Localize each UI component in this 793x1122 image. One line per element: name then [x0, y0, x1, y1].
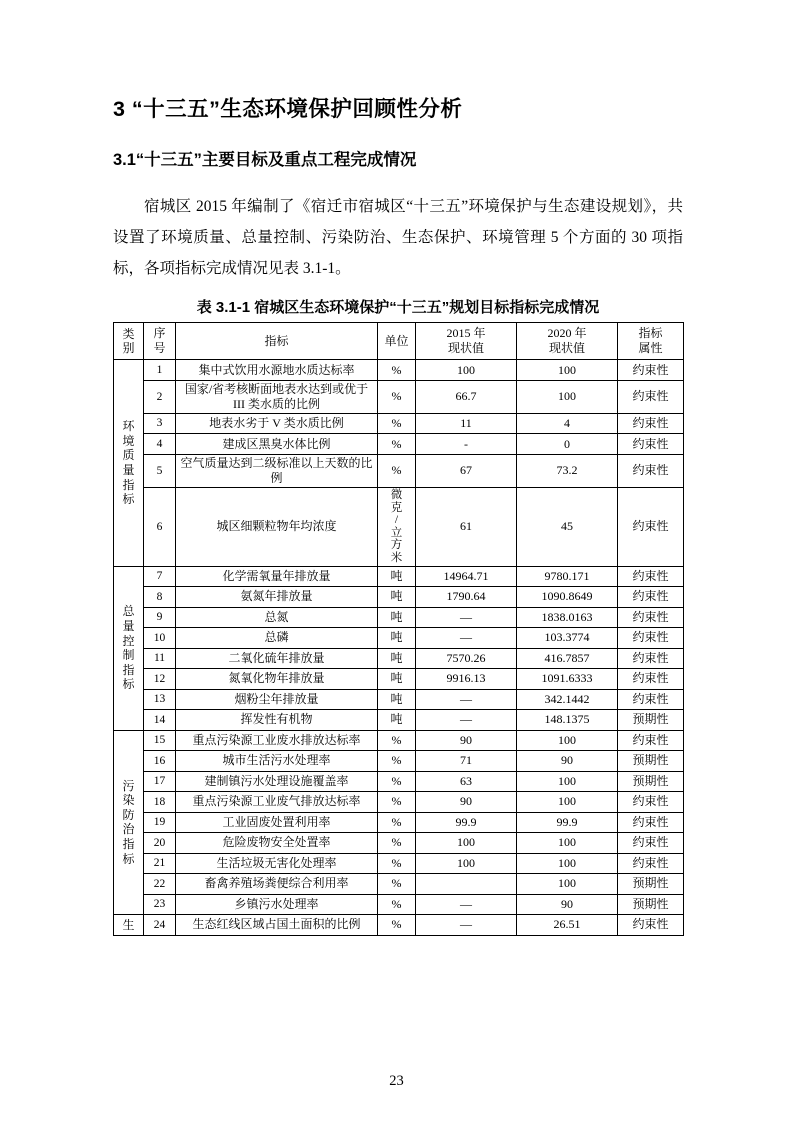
table-cell-unit: %	[378, 874, 416, 895]
table-caption: 表 3.1-1 宿城区生态环境保护“十三五”规划目标指标完成情况	[196, 299, 600, 317]
table-cell-name: 建制镇污水处理设施覆盖率	[176, 771, 378, 792]
table-cell-value-2020: 100	[517, 874, 618, 895]
table-row	[114, 360, 684, 381]
table-cell-index: 1	[144, 360, 176, 381]
table-cell-value-2020: 99.9	[517, 812, 618, 833]
section-heading: 3.1“十三五”主要目标及重点工程完成情况	[113, 150, 417, 169]
table-cell-unit: %	[378, 915, 416, 936]
table-cell-attribute: 约束性	[618, 730, 684, 751]
table-cell-value-2020: 100	[517, 730, 618, 751]
table-row	[114, 669, 684, 690]
table-cell-attribute: 约束性	[618, 628, 684, 649]
table-row	[114, 607, 684, 628]
table-cell-attribute: 约束性	[618, 607, 684, 628]
table-cell-unit: %	[378, 853, 416, 874]
table-cell-name: 化学需氧量年排放量	[176, 566, 378, 587]
table-cell-attribute: 约束性	[618, 360, 684, 381]
table-cell-index: 15	[144, 730, 176, 751]
table-cell-attribute: 约束性	[618, 689, 684, 710]
table-cell-unit: 吨	[378, 566, 416, 587]
table-row	[114, 874, 684, 895]
table-cell-attribute: 约束性	[618, 915, 684, 936]
table-row	[114, 915, 684, 936]
body-paragraph: 宿城区 2015 年编制了《宿迁市宿城区“十三五”环境保护与生态建设规划》，共设置了环境质量、总量控制、污染防治、生态保护、环境管理 5 个方面的 30 项指标，各项指标完成情况见表 3.1-1。	[113, 198, 683, 278]
table-cell-unit: %	[378, 730, 416, 751]
table-cell-name: 生态红线区域占国土面积的比例	[176, 915, 378, 936]
table-cell-value-2015: —	[416, 628, 517, 649]
table-cell-index: 5	[144, 454, 176, 487]
table-cell-value-2015	[416, 874, 517, 895]
table-row	[114, 587, 684, 608]
table-cell-index: 6	[144, 487, 176, 566]
table-cell-name: 城市生活污水处理率	[176, 751, 378, 772]
table-cell-value-2020: 26.51	[517, 915, 618, 936]
table-row	[114, 751, 684, 772]
table-cell-value-2020: 90	[517, 751, 618, 772]
table-cell-value-2015: 7570.26	[416, 648, 517, 669]
table-row	[114, 689, 684, 710]
table-cell-name: 总氮	[176, 607, 378, 628]
table-cell-index: 17	[144, 771, 176, 792]
table-cell-value-2015: 71	[416, 751, 517, 772]
header-unit: 单位	[378, 323, 416, 360]
table-cell-name: 空气质量达到二级标准以上天数的比例	[176, 454, 378, 487]
table-cell-name: 工业固废处置利用率	[176, 812, 378, 833]
page-title: 3 “十三五”生态环境保护回顾性分析	[113, 97, 463, 121]
header-attribute: 指标 属性	[618, 323, 684, 360]
table-row	[114, 730, 684, 751]
table-cell-unit: 微 克 / 立 方 米	[378, 487, 416, 566]
table-cell-attribute: 约束性	[618, 833, 684, 854]
header-value-2015: 2015 年 现状值	[416, 323, 517, 360]
table-row	[114, 380, 684, 413]
table-cell-category: 环 境 质 量 指 标	[114, 360, 144, 566]
table-cell-value-2015: 9916.13	[416, 669, 517, 690]
table-cell-unit: 吨	[378, 648, 416, 669]
table-cell-attribute: 预期性	[618, 710, 684, 731]
table-cell-value-2020: 4	[517, 413, 618, 434]
table-cell-value-2020: 0	[517, 434, 618, 455]
table-cell-index: 13	[144, 689, 176, 710]
table-cell-attribute: 约束性	[618, 487, 684, 566]
table-cell-value-2020: 100	[517, 360, 618, 381]
table-cell-value-2020: 1838.0163	[517, 607, 618, 628]
table-cell-value-2015: 67	[416, 454, 517, 487]
page-content	[113, 96, 683, 936]
table-cell-value-2015: —	[416, 689, 517, 710]
table-cell-unit: 吨	[378, 587, 416, 608]
indicator-table	[113, 322, 684, 935]
table-cell-attribute: 预期性	[618, 894, 684, 915]
table-cell-name: 乡镇污水处理率	[176, 894, 378, 915]
table-cell-value-2015: 1790.64	[416, 587, 517, 608]
table-row	[114, 454, 684, 487]
table-row	[114, 771, 684, 792]
table-cell-category: 总 量 控 制 指 标	[114, 566, 144, 730]
table-cell-value-2020: 416.7857	[517, 648, 618, 669]
table-cell-attribute: 预期性	[618, 771, 684, 792]
table-cell-value-2015: 11	[416, 413, 517, 434]
table-cell-name: 重点污染源工业废水排放达标率	[176, 730, 378, 751]
table-cell-value-2020: 100	[517, 792, 618, 813]
table-cell-unit: %	[378, 360, 416, 381]
table-cell-value-2015: 90	[416, 730, 517, 751]
table-cell-name: 危险废物安全处置率	[176, 833, 378, 854]
table-cell-attribute: 约束性	[618, 812, 684, 833]
table-cell-attribute: 约束性	[618, 434, 684, 455]
table-cell-index: 3	[144, 413, 176, 434]
table-cell-value-2020: 45	[517, 487, 618, 566]
table-cell-value-2020: 148.1375	[517, 710, 618, 731]
table-cell-index: 23	[144, 894, 176, 915]
table-cell-value-2015: 100	[416, 853, 517, 874]
table-cell-attribute: 约束性	[618, 454, 684, 487]
table-cell-name: 生活垃圾无害化处理率	[176, 853, 378, 874]
table-cell-value-2015: —	[416, 915, 517, 936]
table-cell-unit: %	[378, 454, 416, 487]
table-cell-index: 20	[144, 833, 176, 854]
table-cell-unit: %	[378, 434, 416, 455]
table-cell-name: 城区细颗粒物年均浓度	[176, 487, 378, 566]
table-cell-value-2015: 100	[416, 833, 517, 854]
table-cell-name: 集中式饮用水源地水质达标率	[176, 360, 378, 381]
table-cell-value-2015: 99.9	[416, 812, 517, 833]
table-cell-index: 12	[144, 669, 176, 690]
table-cell-attribute: 约束性	[618, 566, 684, 587]
table-cell-attribute: 约束性	[618, 587, 684, 608]
table-cell-unit: 吨	[378, 628, 416, 649]
table-cell-attribute: 约束性	[618, 648, 684, 669]
header-category: 类 别	[114, 323, 144, 360]
table-cell-index: 24	[144, 915, 176, 936]
table-cell-attribute: 预期性	[618, 751, 684, 772]
header-name: 指标	[176, 323, 378, 360]
table-row	[114, 792, 684, 813]
table-cell-attribute: 约束性	[618, 413, 684, 434]
table-cell-index: 19	[144, 812, 176, 833]
table-cell-name: 建成区黑臭水体比例	[176, 434, 378, 455]
table-cell-value-2015: 66.7	[416, 380, 517, 413]
table-row	[114, 853, 684, 874]
table-cell-index: 18	[144, 792, 176, 813]
table-cell-unit: %	[378, 792, 416, 813]
table-cell-value-2020: 342.1442	[517, 689, 618, 710]
table-row	[114, 413, 684, 434]
table-row	[114, 894, 684, 915]
table-cell-value-2020: 103.3774	[517, 628, 618, 649]
table-cell-name: 总磷	[176, 628, 378, 649]
table-cell-unit: 吨	[378, 710, 416, 731]
table-cell-value-2020: 100	[517, 380, 618, 413]
table-cell-unit: %	[378, 380, 416, 413]
table-cell-attribute: 约束性	[618, 669, 684, 690]
table-cell-index: 2	[144, 380, 176, 413]
table-cell-attribute: 约束性	[618, 853, 684, 874]
page-number: 23	[389, 1073, 404, 1089]
table-cell-index: 16	[144, 751, 176, 772]
table-cell-name: 烟粉尘年排放量	[176, 689, 378, 710]
table-cell-name: 氨氮年排放量	[176, 587, 378, 608]
table-cell-unit: %	[378, 812, 416, 833]
table-cell-value-2015: 63	[416, 771, 517, 792]
table-row	[114, 566, 684, 587]
table-cell-index: 8	[144, 587, 176, 608]
table-cell-value-2015: —	[416, 710, 517, 731]
table-cell-unit: 吨	[378, 607, 416, 628]
table-cell-unit: 吨	[378, 689, 416, 710]
table-cell-value-2015: 90	[416, 792, 517, 813]
table-cell-unit: %	[378, 771, 416, 792]
table-cell-name: 国家/省考核断面地表水达到或优于 III 类水质的比例	[176, 380, 378, 413]
table-cell-value-2020: 73.2	[517, 454, 618, 487]
table-cell-value-2020: 1091.6333	[517, 669, 618, 690]
table-cell-value-2020: 100	[517, 771, 618, 792]
table-row	[114, 648, 684, 669]
table-cell-unit: %	[378, 413, 416, 434]
table-cell-unit: %	[378, 833, 416, 854]
table-cell-value-2020: 1090.8649	[517, 587, 618, 608]
header-index: 序 号	[144, 323, 176, 360]
table-cell-index: 11	[144, 648, 176, 669]
table-row	[114, 434, 684, 455]
table-cell-index: 14	[144, 710, 176, 731]
table-cell-value-2015: —	[416, 894, 517, 915]
table-cell-value-2015: —	[416, 607, 517, 628]
table-cell-value-2015: 14964.71	[416, 566, 517, 587]
table-cell-index: 22	[144, 874, 176, 895]
table-cell-index: 7	[144, 566, 176, 587]
table-cell-attribute: 约束性	[618, 380, 684, 413]
table-cell-unit: %	[378, 751, 416, 772]
table-cell-name: 地表水劣于 V 类水质比例	[176, 413, 378, 434]
table-cell-attribute: 预期性	[618, 874, 684, 895]
table-cell-index: 4	[144, 434, 176, 455]
table-cell-index: 10	[144, 628, 176, 649]
table-row	[114, 487, 684, 566]
table-cell-name: 重点污染源工业废气排放达标率	[176, 792, 378, 813]
table-cell-attribute: 约束性	[618, 792, 684, 813]
table-cell-value-2020: 100	[517, 833, 618, 854]
table-cell-value-2020: 100	[517, 853, 618, 874]
table-cell-unit: 吨	[378, 669, 416, 690]
table-cell-index: 21	[144, 853, 176, 874]
table-cell-value-2020: 90	[517, 894, 618, 915]
table-cell-value-2020: 9780.171	[517, 566, 618, 587]
table-body	[114, 360, 684, 935]
table-cell-name: 畜禽养殖场粪便综合利用率	[176, 874, 378, 895]
table-row	[114, 812, 684, 833]
table-row	[114, 833, 684, 854]
table-cell-unit: %	[378, 894, 416, 915]
table-cell-name: 挥发性有机物	[176, 710, 378, 731]
header-value-2020: 2020 年 现状值	[517, 323, 618, 360]
table-cell-value-2015: 100	[416, 360, 517, 381]
table-row	[114, 710, 684, 731]
table-header	[114, 323, 684, 360]
table-cell-value-2015: 61	[416, 487, 517, 566]
table-cell-index: 9	[144, 607, 176, 628]
table-row	[114, 628, 684, 649]
table-cell-value-2015: -	[416, 434, 517, 455]
table-cell-name: 氮氧化物年排放量	[176, 669, 378, 690]
table-cell-name: 二氧化硫年排放量	[176, 648, 378, 669]
table-cell-category: 污 染 防 治 指 标	[114, 730, 144, 915]
table-cell-category: 生	[114, 915, 144, 936]
